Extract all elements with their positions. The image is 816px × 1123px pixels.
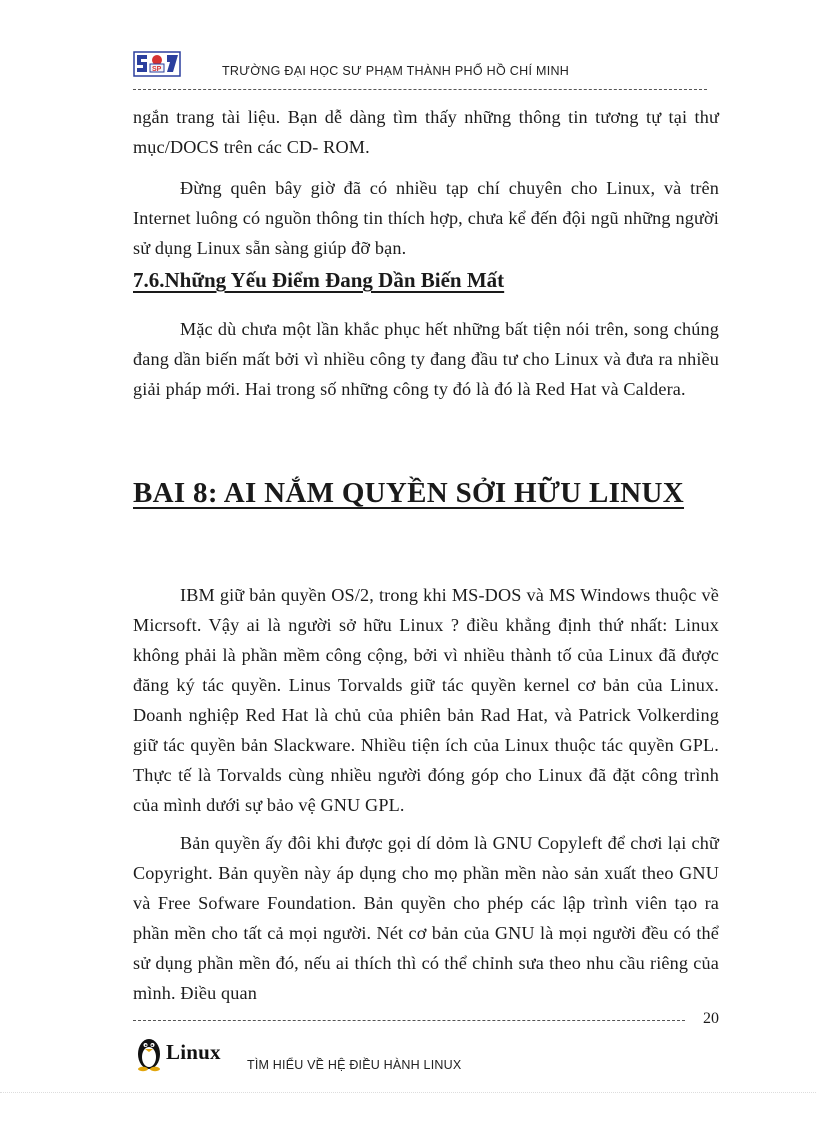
university-logo-icon — [133, 50, 181, 78]
svg-text:SP: SP — [152, 66, 162, 73]
paragraph-continued: ngắn trang tài liệu. Bạn dễ dàng tìm thấy những thông tin tương tự tại thư mục/DOCS trên các CD- ROM. — [133, 107, 719, 157]
page-bottom-divider — [0, 1092, 816, 1093]
header-divider — [133, 89, 707, 90]
page-number: 20 — [703, 1010, 719, 1027]
footer-title: TÌM HIỂU VỀ HỆ ĐIỀU HÀNH LINUX — [247, 1058, 462, 1072]
chapter-paragraph-2: Bản quyền ấy đôi khi được gọi dí dỏm là GNU Copyleft để chơi lại chữ Copyright. Bản quyền này áp dụng cho mọ phần mền nào sản xuất theo GNU và Free Sofware Foundation. Bản quyền cho phép các lập trình viên tạo ra phần mền cho tất cả mọi người. Nét cơ bản của GNU là mọi người đều có thể sử dụng phần mền đó, nếu ai thích thì có thể chỉnh sưa theo nhu cầu riêng của mình. Điều quan — [133, 833, 719, 1003]
header-title: TRƯỜNG ĐẠI HỌC SƯ PHẠM THÀNH PHỐ HỒ CHÍ MINH — [222, 64, 570, 78]
footer-divider — [133, 1020, 685, 1021]
footer-logo-text: Linux — [166, 1040, 221, 1064]
paragraph-resources: Đừng quên bây giờ đã có nhiều tạp chí chuyên cho Linux, và trên Internet luông có nguồn thông tin thích hợp, chưa kể đến đội ngũ những người sử dụng Linux sẵn sàng giúp đỡ bạn. — [133, 178, 719, 258]
section-heading: 7.6.Những Yếu Điểm Đang Dần Biến Mất — [133, 268, 505, 292]
chapter-heading: BAI 8: AI NẮM QUYỀN SỞI HỮU LINUX — [133, 477, 685, 509]
chapter-paragraph-1: IBM giữ bản quyền OS/2, trong khi MS-DOS và MS Windows thuộc về Micrsoft. Vậy ai là người sở hữu Linux ? điều khẳng định thứ nhất: Linux không phải là phần mềm công cộng, bởi vì nhiều thành tố của Linux đã được đăng ký tác quyền. Linus Torvalds giữ tác quyền kernel cơ bản của Linux. Doanh nghiệp Red Hat là chủ của phiên bản Rad Hat, và Patrick Volkerding giữ tác quyền bản Slackware. Nhiều tiện ích của Linux thuộc tác quyền GPL. Thực tế là Torvalds cùng nhiều người đóng góp cho Linux đã đặt công trình của mình dưới sự bảo vệ GNU GPL. — [133, 585, 719, 815]
section-paragraph: Mặc dù chưa một lần khắc phục hết những bất tiện nói trên, song chúng đang dần biến mất bởi vì nhiều công ty đang đầu tư cho Linux và đưa ra nhiều giải pháp mới. Hai trong số những công ty đó là đó là Red Hat và Caldera. — [133, 319, 719, 399]
